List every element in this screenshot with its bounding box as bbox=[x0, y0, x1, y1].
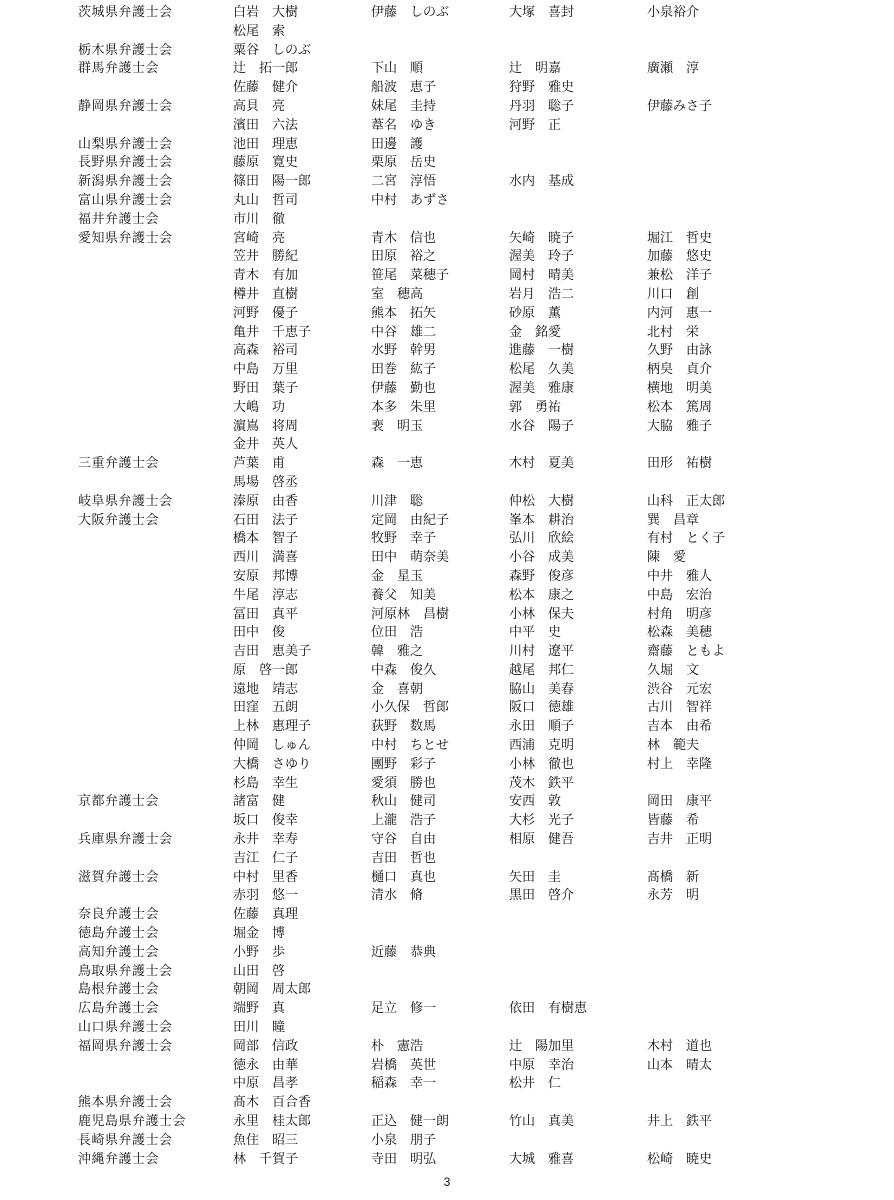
member-name: 髙木 百合香 bbox=[233, 1095, 312, 1111]
member-row bbox=[0, 60, 894, 79]
member-row bbox=[0, 1113, 894, 1132]
member-name: 丹羽 聡子 bbox=[509, 98, 575, 114]
bar-association-name: 栃木県弁護士会 bbox=[78, 42, 173, 58]
member-row bbox=[0, 154, 894, 173]
member-name: 古川 智祥 bbox=[647, 700, 713, 716]
member-name: 佐藤 真理 bbox=[233, 907, 299, 923]
member-name: 陳 愛 bbox=[647, 550, 687, 566]
member-row bbox=[0, 606, 894, 625]
member-name: 水野 幹男 bbox=[371, 343, 437, 359]
member-name: 濱田 六法 bbox=[233, 117, 299, 133]
member-row bbox=[0, 699, 894, 718]
member-name: 濵嶌 将周 bbox=[233, 418, 299, 434]
member-name: 吉井 正明 bbox=[647, 832, 713, 848]
member-name: 丸山 哲司 bbox=[233, 192, 299, 208]
member-name: 妹尾 圭持 bbox=[371, 98, 437, 114]
member-row bbox=[0, 436, 894, 455]
member-row bbox=[0, 1019, 894, 1038]
member-name: 森 一恵 bbox=[371, 456, 424, 472]
member-row bbox=[0, 756, 894, 775]
member-name: 中森 俊久 bbox=[371, 662, 437, 678]
member-name: 田邊 護 bbox=[371, 136, 424, 152]
member-row bbox=[0, 380, 894, 399]
member-name: 本多 朱里 bbox=[371, 399, 437, 415]
member-name: 足立 修一 bbox=[371, 1001, 437, 1017]
member-row bbox=[0, 512, 894, 531]
member-name: 裵 明玉 bbox=[371, 418, 424, 434]
member-name: 大城 雅喜 bbox=[509, 1151, 575, 1167]
member-name: 中島 万里 bbox=[233, 362, 299, 378]
bar-association-name: 兵庫県弁護士会 bbox=[78, 832, 173, 848]
member-name: 吉田 哲也 bbox=[371, 850, 437, 866]
member-name: 辻 明嘉 bbox=[509, 61, 562, 77]
member-name: 川津 聡 bbox=[371, 493, 424, 509]
member-name: 藤原 寛史 bbox=[233, 155, 299, 171]
bar-association-name: 鹿児島県弁護士会 bbox=[78, 1114, 187, 1130]
member-name: 横地 明美 bbox=[647, 380, 713, 396]
member-name: 廣瀬 淳 bbox=[647, 61, 700, 77]
member-name: 渋谷 元宏 bbox=[647, 681, 713, 697]
member-name: 二宮 淳悟 bbox=[371, 174, 437, 190]
member-name: 吉本 由希 bbox=[647, 719, 713, 735]
member-name: 上林 惠理子 bbox=[233, 719, 312, 735]
member-name: 中島 宏治 bbox=[647, 587, 713, 603]
bar-association-name: 福岡県弁護士会 bbox=[78, 1038, 173, 1054]
member-name: 林 千賀子 bbox=[233, 1151, 299, 1167]
member-name: 山科 正太郎 bbox=[647, 493, 726, 509]
bar-association-name: 新潟県弁護士会 bbox=[78, 174, 173, 190]
member-name: 秋山 健司 bbox=[371, 794, 437, 810]
member-name: 笹尾 菜穂子 bbox=[371, 268, 450, 284]
member-name: 柄㚖 貞介 bbox=[647, 362, 713, 378]
member-name: 西川 満喜 bbox=[233, 550, 299, 566]
member-name: 赤羽 悠一 bbox=[233, 888, 299, 904]
bar-association-name: 富山県弁護士会 bbox=[78, 192, 173, 208]
member-name: 水谷 陽子 bbox=[509, 418, 575, 434]
member-name: 徳永 由華 bbox=[233, 1057, 299, 1073]
member-name: 森野 俊彦 bbox=[509, 568, 575, 584]
member-row bbox=[0, 136, 894, 155]
member-row bbox=[0, 117, 894, 136]
member-name: 堀江 哲史 bbox=[647, 230, 713, 246]
member-row bbox=[0, 681, 894, 700]
member-name: 村角 明彦 bbox=[647, 606, 713, 622]
member-name: 端野 真 bbox=[233, 1001, 286, 1017]
member-name: 位田 浩 bbox=[371, 625, 424, 641]
member-name: 上瀧 浩子 bbox=[371, 813, 437, 829]
member-name: 清水 脩 bbox=[371, 888, 424, 904]
member-name: 峯本 耕治 bbox=[509, 512, 575, 528]
member-row bbox=[0, 1132, 894, 1151]
member-name: 大嶋 功 bbox=[233, 399, 286, 415]
member-name: 松尾 索 bbox=[233, 23, 286, 39]
member-name: 大脇 雅子 bbox=[647, 418, 713, 434]
member-name: 田原 裕之 bbox=[371, 249, 437, 265]
member-name: 郭 勇祐 bbox=[509, 399, 562, 415]
member-name: 小谷 成美 bbox=[509, 550, 575, 566]
bar-association-name: 岐阜県弁護士会 bbox=[78, 493, 173, 509]
member-name: 矢田 圭 bbox=[509, 869, 562, 885]
member-row bbox=[0, 361, 894, 380]
member-name: 小泉 朋子 bbox=[371, 1132, 437, 1148]
member-name: 仲松 大樹 bbox=[509, 493, 575, 509]
member-name: 室 穂高 bbox=[371, 286, 424, 302]
member-name: 河野 優子 bbox=[233, 305, 299, 321]
member-name: 齋藤 ともよ bbox=[647, 644, 726, 660]
member-name: 粟谷 しのぶ bbox=[233, 42, 312, 58]
member-name: 荻野 数馬 bbox=[371, 719, 437, 735]
member-row bbox=[0, 530, 894, 549]
bar-association-name: 愛知県弁護士会 bbox=[78, 230, 173, 246]
member-name: 原 啓一郎 bbox=[233, 662, 299, 678]
member-name: 牧野 幸子 bbox=[371, 531, 437, 547]
member-name: 白岩 大樹 bbox=[233, 5, 299, 20]
member-name: 青木 信也 bbox=[371, 230, 437, 246]
member-name: 安原 邦博 bbox=[233, 568, 299, 584]
member-row bbox=[0, 963, 894, 982]
member-name: 池田 理恵 bbox=[233, 136, 299, 152]
member-row bbox=[0, 549, 894, 568]
member-name: 岩橋 英世 bbox=[371, 1057, 437, 1073]
member-row bbox=[0, 23, 894, 42]
member-name: 稲森 幸一 bbox=[371, 1076, 437, 1092]
member-name: 堀金 博 bbox=[233, 926, 286, 942]
member-name: 松尾 久美 bbox=[509, 362, 575, 378]
member-name: 坂口 俊幸 bbox=[233, 813, 299, 829]
member-name: 辻 陽加里 bbox=[509, 1038, 575, 1054]
member-name: 正込 健一朗 bbox=[371, 1114, 450, 1130]
member-name: 山本 晴太 bbox=[647, 1057, 713, 1073]
member-name: 永芳 明 bbox=[647, 888, 700, 904]
member-name: 永田 順子 bbox=[509, 719, 575, 735]
member-name: 市川 徹 bbox=[233, 211, 286, 227]
member-name: 伊藤 しのぶ bbox=[371, 5, 450, 20]
member-name: 中原 昌孝 bbox=[233, 1076, 299, 1092]
bar-association-name: 長崎県弁護士会 bbox=[78, 1132, 173, 1148]
member-name: 髙橋 新 bbox=[647, 869, 700, 885]
member-row bbox=[0, 342, 894, 361]
member-name: 諸富 健 bbox=[233, 794, 286, 810]
member-name: 田巻 紘子 bbox=[371, 362, 437, 378]
bar-association-name: 福井弁護士会 bbox=[78, 211, 160, 227]
member-row bbox=[0, 286, 894, 305]
member-name: 田川 瞳 bbox=[233, 1020, 286, 1036]
member-row bbox=[0, 211, 894, 230]
member-row bbox=[0, 305, 894, 324]
member-name: 下山 順 bbox=[371, 61, 424, 77]
bar-association-name: 長野県弁護士会 bbox=[78, 155, 173, 171]
member-name: 小泉裕介 bbox=[647, 5, 700, 20]
member-name: 加藤 悠史 bbox=[647, 249, 713, 265]
member-name: 寺田 明弘 bbox=[371, 1151, 437, 1167]
member-row bbox=[0, 399, 894, 418]
member-name: 岩月 浩二 bbox=[509, 286, 575, 302]
page-number: 3 bbox=[443, 1175, 451, 1189]
member-name: 田形 祐樹 bbox=[647, 456, 713, 472]
bar-association-member-list bbox=[0, 4, 894, 1169]
member-name: 高森 裕司 bbox=[233, 343, 299, 359]
bar-association-name: 大阪弁護士会 bbox=[78, 512, 160, 528]
member-row bbox=[0, 474, 894, 493]
member-name: 中村 里香 bbox=[233, 869, 299, 885]
member-name: 栗原 岳史 bbox=[371, 155, 437, 171]
bar-association-name: 滋賀弁護士会 bbox=[78, 869, 160, 885]
bar-association-name: 沖縄弁護士会 bbox=[78, 1151, 160, 1167]
member-name: 弘川 欣絵 bbox=[509, 531, 575, 547]
member-row bbox=[0, 267, 894, 286]
member-name: 皆藤 希 bbox=[647, 813, 700, 829]
member-row bbox=[0, 1000, 894, 1019]
member-name: 砂原 薫 bbox=[509, 305, 562, 321]
member-name: 阪口 徳雄 bbox=[509, 700, 575, 716]
member-name: 兼松 洋子 bbox=[647, 268, 713, 284]
bar-association-name: 徳島弁護士会 bbox=[78, 926, 160, 942]
member-row bbox=[0, 230, 894, 249]
member-name: 松崎 暁史 bbox=[647, 1151, 713, 1167]
member-name: 中谷 雄二 bbox=[371, 324, 437, 340]
member-name: 松本 康之 bbox=[509, 587, 575, 603]
member-row bbox=[0, 568, 894, 587]
member-name: 渥美 玲子 bbox=[509, 249, 575, 265]
member-name: 大塚 喜封 bbox=[509, 5, 575, 20]
member-name: 伊藤 勤也 bbox=[371, 380, 437, 396]
member-row bbox=[0, 587, 894, 606]
member-name: 伊藤みさ子 bbox=[647, 98, 713, 114]
member-name: 守谷 自由 bbox=[371, 832, 437, 848]
member-row bbox=[0, 1094, 894, 1113]
bar-association-name: 島根弁護士会 bbox=[78, 982, 160, 998]
member-row bbox=[0, 192, 894, 211]
member-row bbox=[0, 1151, 894, 1170]
member-name: 樋口 真也 bbox=[371, 869, 437, 885]
member-name: 松井 仁 bbox=[509, 1076, 562, 1092]
member-name: 杉島 幸生 bbox=[233, 775, 299, 791]
member-name: 金 喜朝 bbox=[371, 681, 424, 697]
member-name: 冨田 真平 bbox=[233, 606, 299, 622]
member-name: 永井 幸寿 bbox=[233, 832, 299, 848]
member-row bbox=[0, 662, 894, 681]
member-name: 魚住 昭三 bbox=[233, 1132, 299, 1148]
bar-association-name: 静岡県弁護士会 bbox=[78, 98, 173, 114]
member-name: 山田 啓 bbox=[233, 963, 286, 979]
member-name: 葦名 ゆき bbox=[371, 117, 437, 133]
member-name: 吉江 仁子 bbox=[233, 850, 299, 866]
member-row bbox=[0, 944, 894, 963]
member-name: 内河 惠一 bbox=[647, 305, 713, 321]
member-name: 西浦 克明 bbox=[509, 738, 575, 754]
member-row bbox=[0, 324, 894, 343]
member-name: 井上 鉄平 bbox=[647, 1114, 713, 1130]
member-name: 遠地 靖志 bbox=[233, 681, 299, 697]
bar-association-name: 山口県弁護士会 bbox=[78, 1020, 173, 1036]
member-name: 小野 歩 bbox=[233, 944, 286, 960]
member-name: 大杉 光子 bbox=[509, 813, 575, 829]
member-name: 亀井 千恵子 bbox=[233, 324, 312, 340]
member-row bbox=[0, 981, 894, 1000]
bar-association-name: 群馬弁護士会 bbox=[78, 61, 160, 77]
member-name: 巽 昌章 bbox=[647, 512, 700, 528]
member-name: 河原林 昌樹 bbox=[371, 606, 450, 622]
member-name: 辻 拓一郎 bbox=[233, 61, 299, 77]
member-row bbox=[0, 850, 894, 869]
member-row bbox=[0, 793, 894, 812]
member-row bbox=[0, 643, 894, 662]
member-name: 依田 有樹恵 bbox=[509, 1001, 588, 1017]
member-name: 竹山 真美 bbox=[509, 1114, 575, 1130]
member-row bbox=[0, 737, 894, 756]
member-name: 相原 健吾 bbox=[509, 832, 575, 848]
member-name: 愛須 勝也 bbox=[371, 775, 437, 791]
member-row bbox=[0, 925, 894, 944]
bar-association-name: 山梨県弁護士会 bbox=[78, 136, 173, 152]
member-name: 脇山 美春 bbox=[509, 681, 575, 697]
member-row bbox=[0, 718, 894, 737]
member-name: 黒田 啓介 bbox=[509, 888, 575, 904]
bar-association-name: 広島弁護士会 bbox=[78, 1001, 160, 1017]
member-name: 木村 夏美 bbox=[509, 456, 575, 472]
member-name: 金井 英人 bbox=[233, 437, 299, 453]
member-name: 朴 憲浩 bbox=[371, 1038, 424, 1054]
member-row bbox=[0, 98, 894, 117]
member-row bbox=[0, 1057, 894, 1076]
member-row bbox=[0, 455, 894, 474]
member-row bbox=[0, 1038, 894, 1057]
member-name: 越尾 邦仁 bbox=[509, 662, 575, 678]
member-name: 養父 知美 bbox=[371, 587, 437, 603]
bar-association-name: 三重弁護士会 bbox=[78, 456, 160, 472]
member-name: 茂木 鉄平 bbox=[509, 775, 575, 791]
member-name: 久堀 文 bbox=[647, 662, 700, 678]
member-name: 中井 雅人 bbox=[647, 568, 713, 584]
member-name: 中村 ちとせ bbox=[371, 738, 450, 754]
member-row bbox=[0, 42, 894, 61]
member-name: 樽井 直樹 bbox=[233, 286, 299, 302]
member-row bbox=[0, 173, 894, 192]
member-name: 小久保 哲郎 bbox=[371, 700, 450, 716]
member-name: 溱原 由香 bbox=[233, 493, 299, 509]
member-name: 矢崎 暁子 bbox=[509, 230, 575, 246]
member-name: 田中 萌奈美 bbox=[371, 550, 450, 566]
member-name: 松本 篤周 bbox=[647, 399, 713, 415]
member-name: 篠田 陽一郎 bbox=[233, 174, 312, 190]
member-name: 石田 法子 bbox=[233, 512, 299, 528]
member-name: 韓 雅之 bbox=[371, 644, 424, 660]
member-name: 笠井 勝紀 bbox=[233, 249, 299, 265]
member-name: 金 星玉 bbox=[371, 568, 424, 584]
member-name: 水内 基成 bbox=[509, 174, 575, 190]
bar-association-name: 高知弁護士会 bbox=[78, 944, 160, 960]
member-name: 青木 有加 bbox=[233, 268, 299, 284]
member-row bbox=[0, 887, 894, 906]
member-name: 岡村 晴美 bbox=[509, 268, 575, 284]
member-name: 中村 あずさ bbox=[371, 192, 450, 208]
member-name: 牛尾 淳志 bbox=[233, 587, 299, 603]
member-name: 大橋 さゆり bbox=[233, 756, 312, 772]
member-row bbox=[0, 831, 894, 850]
member-name: 佐藤 健介 bbox=[233, 80, 299, 96]
member-row bbox=[0, 624, 894, 643]
member-name: 久野 由詠 bbox=[647, 343, 713, 359]
member-row bbox=[0, 1075, 894, 1094]
bar-association-name: 奈良弁護士会 bbox=[78, 907, 160, 923]
member-name: 渥美 雅康 bbox=[509, 380, 575, 396]
member-row bbox=[0, 79, 894, 98]
member-row bbox=[0, 812, 894, 831]
member-name: 宮崎 亮 bbox=[233, 230, 286, 246]
member-name: 野田 葉子 bbox=[233, 380, 299, 396]
member-row bbox=[0, 418, 894, 437]
member-name: 川村 遼平 bbox=[509, 644, 575, 660]
member-name: 近藤 恭典 bbox=[371, 944, 437, 960]
member-name: 有村 とく子 bbox=[647, 531, 726, 547]
member-name: 河野 正 bbox=[509, 117, 562, 133]
member-name: 岡部 信政 bbox=[233, 1038, 299, 1054]
member-name: 松森 美穂 bbox=[647, 625, 713, 641]
member-name: 田窪 五朗 bbox=[233, 700, 299, 716]
member-name: 船波 恵子 bbox=[371, 80, 437, 96]
member-name: 小林 徹也 bbox=[509, 756, 575, 772]
member-name: 岡田 康平 bbox=[647, 794, 713, 810]
bar-association-name: 京都弁護士会 bbox=[78, 794, 160, 810]
member-name: 北村 栄 bbox=[647, 324, 700, 340]
member-name: 中原 幸治 bbox=[509, 1057, 575, 1073]
member-row bbox=[0, 248, 894, 267]
member-row bbox=[0, 4, 894, 23]
bar-association-name: 熊本県弁護士会 bbox=[78, 1095, 173, 1111]
member-row bbox=[0, 775, 894, 794]
member-name: 林 範夫 bbox=[647, 738, 700, 754]
bar-association-name: 茨城県弁護士会 bbox=[78, 5, 173, 20]
member-name: 團野 彩子 bbox=[371, 756, 437, 772]
member-name: 芦葉 甫 bbox=[233, 456, 286, 472]
member-name: 川口 創 bbox=[647, 286, 700, 302]
member-name: 金 銘愛 bbox=[509, 324, 562, 340]
member-row bbox=[0, 906, 894, 925]
member-name: 定岡 由紀子 bbox=[371, 512, 450, 528]
member-name: 仲岡 しゅん bbox=[233, 738, 312, 754]
member-name: 狩野 雅史 bbox=[509, 80, 575, 96]
member-row bbox=[0, 869, 894, 888]
member-name: 小林 保夫 bbox=[509, 606, 575, 622]
member-name: 馬場 啓丞 bbox=[233, 474, 299, 490]
member-name: 熊本 拓矢 bbox=[371, 305, 437, 321]
bar-association-name: 鳥取県弁護士会 bbox=[78, 963, 173, 979]
member-name: 高貝 亮 bbox=[233, 98, 286, 114]
member-name: 永里 桂太郎 bbox=[233, 1114, 312, 1130]
member-name: 中平 史 bbox=[509, 625, 562, 641]
member-name: 進藤 一樹 bbox=[509, 343, 575, 359]
member-row bbox=[0, 493, 894, 512]
member-name: 田中 俊 bbox=[233, 625, 286, 641]
member-name: 吉田 恵美子 bbox=[233, 644, 312, 660]
member-name: 木村 道也 bbox=[647, 1038, 713, 1054]
member-name: 安西 敦 bbox=[509, 794, 562, 810]
member-name: 村上 幸隆 bbox=[647, 756, 713, 772]
member-name: 橋本 智子 bbox=[233, 531, 299, 547]
member-name: 朝岡 周太郎 bbox=[233, 982, 312, 998]
